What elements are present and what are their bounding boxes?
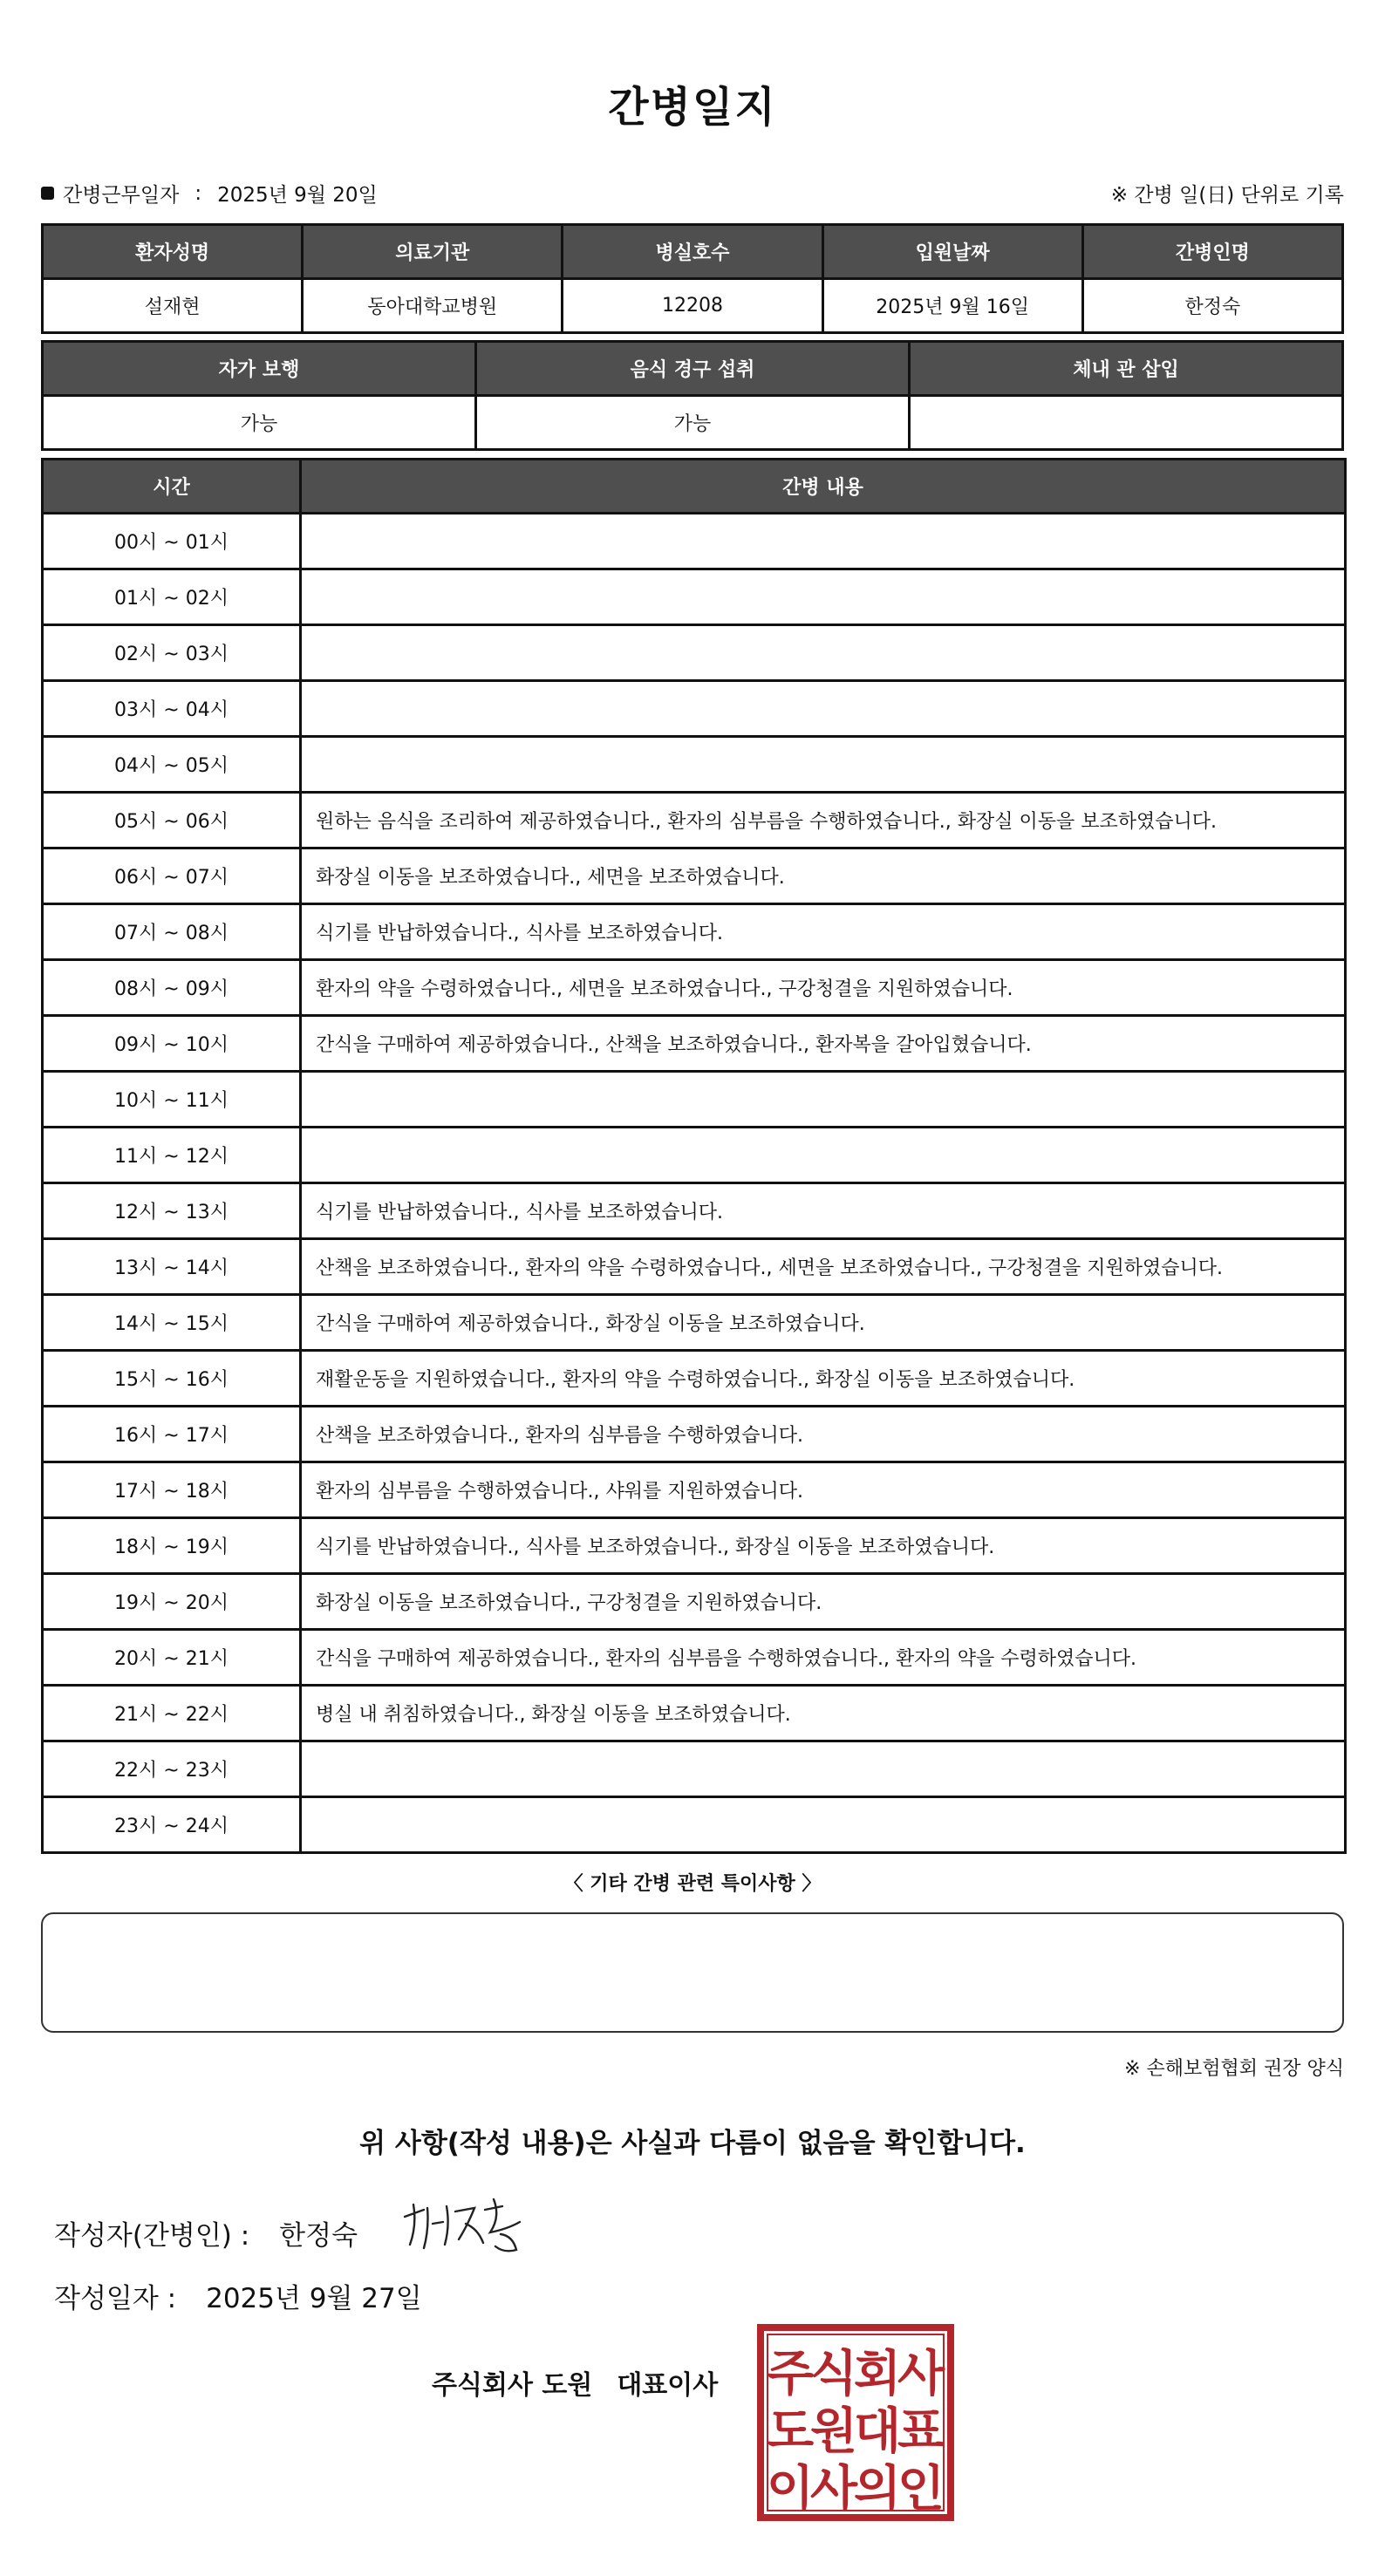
care-content xyxy=(301,681,1346,737)
svg-text:식: 식 xyxy=(809,2346,858,2402)
written-date-label: 작성일자 : xyxy=(54,2283,177,2314)
care-log-row xyxy=(43,1407,1346,1462)
care-log-row xyxy=(43,1518,1346,1574)
header-tube-insertion: 체내 관 삽입 xyxy=(910,342,1343,396)
work-date-value: 2025년 9월 20일 xyxy=(217,184,378,207)
time-slot: 06시 ~ 07시 xyxy=(43,848,301,904)
bullet-icon xyxy=(41,187,54,200)
care-log-table xyxy=(41,458,1347,1854)
time-slot: 00시 ~ 01시 xyxy=(43,514,301,569)
care-content: 식기를 반납하였습니다., 식사를 보조하였습니다. xyxy=(301,1183,1346,1239)
svg-text:사: 사 xyxy=(809,2461,858,2518)
time-slot: 08시 ~ 09시 xyxy=(43,960,301,1016)
patient-value-row xyxy=(43,279,1343,333)
care-log-row xyxy=(43,1239,1346,1295)
svg-text:도: 도 xyxy=(766,2403,815,2460)
status-value-row xyxy=(43,396,1343,450)
care-log-body xyxy=(43,514,1346,1853)
care-content xyxy=(301,737,1346,793)
care-log-row xyxy=(43,960,1346,1016)
time-slot: 01시 ~ 02시 xyxy=(43,569,301,625)
work-date xyxy=(41,179,378,208)
time-slot: 20시 ~ 21시 xyxy=(43,1630,301,1686)
time-slot: 14시 ~ 15시 xyxy=(43,1295,301,1351)
care-log-row xyxy=(43,848,1346,904)
writer-line xyxy=(54,2213,358,2252)
care-content xyxy=(301,514,1346,569)
care-log-row xyxy=(43,1574,1346,1630)
care-log-row xyxy=(43,1741,1346,1797)
tube-insertion-status xyxy=(910,396,1343,450)
care-content: 원하는 음식을 조리하여 제공하였습니다., 환자의 심부름을 수행하였습니다., 화장실 이동을 보조하였습니다. xyxy=(301,793,1346,848)
work-date-separator: : xyxy=(194,181,202,205)
work-date-label: 간병근무일자 xyxy=(63,184,180,207)
signature xyxy=(398,2191,537,2260)
admission-date: 2025년 9월 16일 xyxy=(822,279,1082,333)
header-oral-intake: 음식 경구 섭취 xyxy=(476,342,910,396)
care-content: 화장실 이동을 보조하였습니다., 세면을 보조하였습니다. xyxy=(301,848,1346,904)
care-content: 간식을 구매하여 제공하였습니다., 환자의 심부름을 수행하였습니다., 환자의 약을 수령하였습니다. xyxy=(301,1630,1346,1686)
written-date-value: 2025년 9월 27일 xyxy=(206,2283,422,2314)
time-slot: 11시 ~ 12시 xyxy=(43,1128,301,1183)
patient-table xyxy=(41,223,1344,334)
care-content: 환자의 심부름을 수행하였습니다., 샤워를 지원하였습니다. xyxy=(301,1462,1346,1518)
care-content: 재활운동을 지원하였습니다., 환자의 약을 수령하였습니다., 화장실 이동을 보조하였습니다. xyxy=(301,1351,1346,1407)
company-name: 주식회사 도원 xyxy=(432,2370,593,2401)
record-note: ※ 간병 일(日) 단위로 기록 xyxy=(1110,184,1344,207)
company-line xyxy=(432,2363,718,2402)
header-caregiver-name: 간병인명 xyxy=(1082,225,1342,279)
care-log-row xyxy=(43,793,1346,848)
header-walking: 자가 보행 xyxy=(43,342,476,396)
care-log-row xyxy=(43,1016,1346,1072)
care-log-row xyxy=(43,1797,1346,1853)
care-content xyxy=(301,1797,1346,1853)
company-seal xyxy=(757,2324,954,2521)
care-log-row xyxy=(43,514,1346,569)
care-log-row xyxy=(43,1183,1346,1239)
header-time: 시간 xyxy=(43,460,301,514)
care-log-row xyxy=(43,1295,1346,1351)
time-slot: 05시 ~ 06시 xyxy=(43,793,301,848)
care-content xyxy=(301,569,1346,625)
hospital-name: 동아대학교병원 xyxy=(303,279,563,333)
care-log-row xyxy=(43,625,1346,681)
form-note: ※ 손해보험협회 권장 양식 xyxy=(1124,2058,1344,2080)
time-slot: 09시 ~ 10시 xyxy=(43,1016,301,1072)
time-slot: 17시 ~ 18시 xyxy=(43,1462,301,1518)
oral-intake-status: 가능 xyxy=(476,396,910,450)
remarks-title: 〈 기타 간병 관련 특이사항 〉 xyxy=(563,1873,822,1895)
time-slot: 10시 ~ 11시 xyxy=(43,1072,301,1128)
remarks-box xyxy=(41,1912,1344,2033)
care-log-row xyxy=(43,904,1346,960)
time-slot: 12시 ~ 13시 xyxy=(43,1183,301,1239)
care-log-row xyxy=(43,1462,1346,1518)
writer-name: 한정숙 xyxy=(279,2220,358,2252)
svg-text:의: 의 xyxy=(853,2461,902,2518)
care-content: 산책을 보조하였습니다., 환자의 심부름을 수행하였습니다. xyxy=(301,1407,1346,1462)
time-slot: 19시 ~ 20시 xyxy=(43,1574,301,1630)
care-content: 산책을 보조하였습니다., 환자의 약을 수령하였습니다., 세면을 보조하였습니다., 구강청결을 지원하였습니다. xyxy=(301,1239,1346,1295)
care-log-row xyxy=(43,569,1346,625)
header-care-content: 간병 내용 xyxy=(301,460,1346,514)
care-log-header-row xyxy=(43,460,1346,514)
header-hospital: 의료기관 xyxy=(303,225,563,279)
time-slot: 22시 ~ 23시 xyxy=(43,1741,301,1797)
care-log-row xyxy=(43,1686,1346,1741)
time-slot: 16시 ~ 17시 xyxy=(43,1407,301,1462)
time-slot: 18시 ~ 19시 xyxy=(43,1518,301,1574)
svg-text:주: 주 xyxy=(766,2346,815,2402)
patient-name: 설재현 xyxy=(43,279,303,333)
svg-text:회: 회 xyxy=(853,2346,902,2402)
header-patient-name: 환자성명 xyxy=(43,225,303,279)
header-room: 병실호수 xyxy=(563,225,822,279)
status-header-row xyxy=(43,342,1343,396)
meta-row xyxy=(41,179,1344,210)
care-content: 간식을 구매하여 제공하였습니다., 화장실 이동을 보조하였습니다. xyxy=(301,1295,1346,1351)
written-date-line xyxy=(54,2276,422,2315)
care-content: 간식을 구매하여 제공하였습니다., 산책을 보조하였습니다., 환자복을 갈아입혔습니다. xyxy=(301,1016,1346,1072)
svg-text:표: 표 xyxy=(897,2403,945,2460)
header-admission-date: 입원날짜 xyxy=(822,225,1082,279)
time-slot: 15시 ~ 16시 xyxy=(43,1351,301,1407)
company-title: 대표이사 xyxy=(617,2370,719,2401)
room-number: 12208 xyxy=(563,279,822,333)
care-content xyxy=(301,1072,1346,1128)
time-slot: 23시 ~ 24시 xyxy=(43,1797,301,1853)
time-slot: 21시 ~ 22시 xyxy=(43,1686,301,1741)
svg-text:사: 사 xyxy=(897,2346,945,2402)
page-title: 간병일지 xyxy=(608,83,777,132)
care-content: 환자의 약을 수령하였습니다., 세면을 보조하였습니다., 구강청결을 지원하였습니다. xyxy=(301,960,1346,1016)
care-content xyxy=(301,625,1346,681)
care-log-row xyxy=(43,1128,1346,1183)
walking-status: 가능 xyxy=(43,396,476,450)
care-content: 병실 내 취침하였습니다., 화장실 이동을 보조하였습니다. xyxy=(301,1686,1346,1741)
svg-text:원: 원 xyxy=(809,2403,858,2460)
writer-label: 작성자(간병인) : xyxy=(54,2220,250,2252)
time-slot: 13시 ~ 14시 xyxy=(43,1239,301,1295)
care-content: 식기를 반납하였습니다., 식사를 보조하였습니다. xyxy=(301,904,1346,960)
care-log-row xyxy=(43,1351,1346,1407)
care-log-row xyxy=(43,681,1346,737)
care-content xyxy=(301,1128,1346,1183)
svg-text:이: 이 xyxy=(766,2461,815,2518)
confirmation-statement: 위 사항(작성 내용)은 사실과 다름이 없음을 확인합니다. xyxy=(359,2128,1026,2159)
time-slot: 04시 ~ 05시 xyxy=(43,737,301,793)
svg-text:대: 대 xyxy=(853,2403,902,2460)
care-content: 식기를 반납하였습니다., 식사를 보조하였습니다., 화장실 이동을 보조하였습니다. xyxy=(301,1518,1346,1574)
care-log-row xyxy=(43,1072,1346,1128)
care-log-row xyxy=(43,737,1346,793)
time-slot: 02시 ~ 03시 xyxy=(43,625,301,681)
care-content xyxy=(301,1741,1346,1797)
time-slot: 03시 ~ 04시 xyxy=(43,681,301,737)
time-slot: 07시 ~ 08시 xyxy=(43,904,301,960)
caregiver-name: 한정숙 xyxy=(1082,279,1342,333)
status-table xyxy=(41,340,1344,451)
care-content: 화장실 이동을 보조하였습니다., 구강청결을 지원하였습니다. xyxy=(301,1574,1346,1630)
care-log-row xyxy=(43,1630,1346,1686)
svg-text:인: 인 xyxy=(897,2461,945,2518)
patient-header-row xyxy=(43,225,1343,279)
